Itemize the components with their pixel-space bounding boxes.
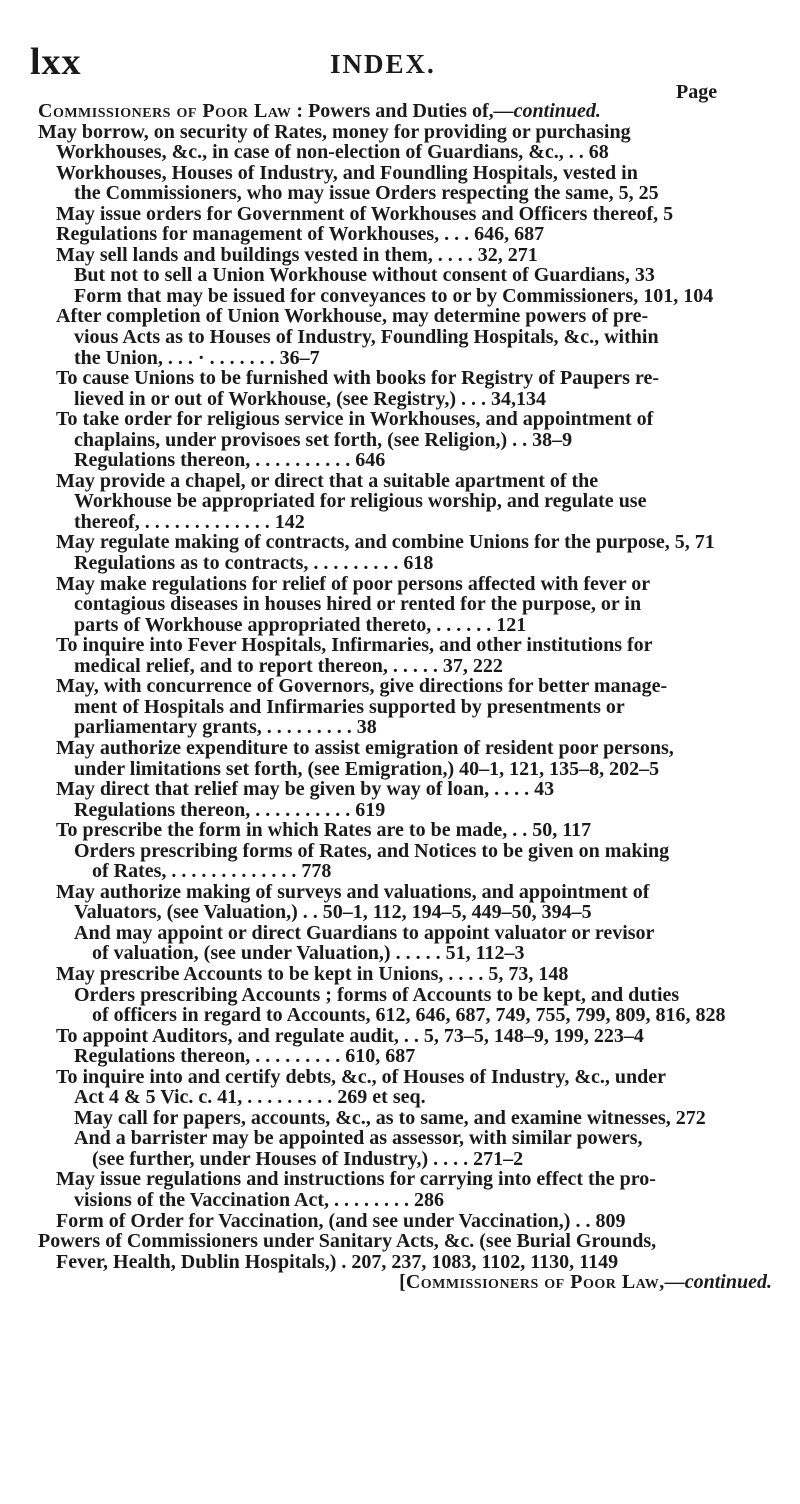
index-entry-line: medical relief, and to report thereon, . . . . . 37, 222 xyxy=(74,654,503,677)
index-entry-line: Regulations as to contracts, . . . . . . . . . 618 xyxy=(74,552,434,575)
index-entry-line: May, with concurrence of Governors, give directions for better manage- xyxy=(56,675,668,698)
entry-list xyxy=(38,122,772,1273)
index-entry xyxy=(38,676,772,738)
index-entry xyxy=(38,224,772,245)
index-entry-line: the Commissioners, who may issue Orders respecting the same, 5, 25 xyxy=(74,182,659,205)
index-entry-line: Valuators, (see Valuation,) . . 50–1, 112, 194–5, 449–50, 394–5 xyxy=(74,901,592,924)
index-entry xyxy=(38,964,772,985)
index-entry-line: To inquire into and certify debts, &c., of Houses of Industry, &c., under xyxy=(56,1065,667,1088)
page-number: lxx xyxy=(30,41,82,83)
index-entry xyxy=(38,738,772,779)
footer-label: Commissioners of Poor Law, xyxy=(405,1271,665,1294)
index-entry-line: May issue regulations and instructions for carrying into effect the pro- xyxy=(56,1168,656,1191)
index-entry xyxy=(38,1067,772,1108)
index-entry-line: To appoint Auditors, and regulate audit, . . 5, 73–5, 148–9, 199, 223–4 xyxy=(56,1024,644,1047)
index-entry xyxy=(38,1231,772,1272)
index-entry xyxy=(38,1128,772,1169)
index-entry-line: Regulations thereon, . . . . . . . . . . 646 xyxy=(74,449,386,472)
index-entry-line: May call for papers, accounts, &c., as to same, and examine witnesses, 272 xyxy=(74,1106,706,1129)
index-entry xyxy=(38,1046,772,1067)
index-entry-line: And a barrister may be appointed as assessor, with similar powers, xyxy=(74,1127,643,1150)
index-entry-line: Workhouses, &c., in case of non-election of Guardians, &c., . . 68 xyxy=(56,141,609,164)
index-entry-line: May direct that relief may be given by way of loan, . . . . 43 xyxy=(56,778,555,801)
index-heading xyxy=(38,101,772,122)
index-entry xyxy=(38,471,772,533)
index-entry xyxy=(38,409,772,450)
index-entry-line: Regulations thereon, . . . . . . . . . . 619 xyxy=(74,798,386,821)
index-entry-line: thereof, . . . . . . . . . . . . . 142 xyxy=(74,510,305,533)
index-entry-line: May make regulations for relief of poor persons affected with fever or xyxy=(56,572,651,595)
index-entry-line: contagious diseases in houses hired or rented for the purpose, or in xyxy=(74,593,642,616)
index-entry xyxy=(38,265,772,286)
index-entry-line: visions of the Vaccination Act, . . . . . . . . 286 xyxy=(74,1188,445,1211)
index-entry xyxy=(38,368,772,409)
index-entry xyxy=(38,635,772,676)
index-entry-line: parliamentary grants, . . . . . . . . . 38 xyxy=(74,716,377,739)
index-entry-line: Form of Order for Vaccination, (and see under Vaccination,) . . 809 xyxy=(56,1209,626,1232)
index-entry-line: Form that may be issued for conveyances to or by Commissioners, 101, 104 xyxy=(74,284,714,307)
index-entry-line: To prescribe the form in which Rates are to be made, . . 50, 117 xyxy=(56,819,592,842)
index-entry xyxy=(38,553,772,574)
index-entry-line: Orders prescribing Accounts ; forms of Accounts to be kept, and duties xyxy=(74,983,680,1006)
index-entry-line: Powers of Commissioners under Sanitary Acts, &c. (see Burial Grounds, xyxy=(38,1230,657,1253)
index-entry xyxy=(38,306,772,368)
heading-label: Commissioners of Poor Law xyxy=(38,100,292,122)
index-entry xyxy=(38,1169,772,1210)
index-entry-line: the Union, . . . · . . . . . . . 36–7 xyxy=(74,346,320,369)
index-entry-line: lieved in or out of Workhouse, (see Registry,) . . . 34,134 xyxy=(74,387,547,410)
index-entry-line: To take order for religious service in Workhouses, and appointment of xyxy=(56,408,654,431)
index-entry-line: vious Acts as to Houses of Industry, Foundling Hospitals, &c., within xyxy=(74,326,659,349)
index-entry xyxy=(38,779,772,800)
index-entry xyxy=(38,1108,772,1129)
index-entry xyxy=(38,882,772,923)
index-entry-line: Workhouses, Houses of Industry, and Foundling Hospitals, vested in xyxy=(56,161,638,184)
index-entry-line: (see further, under Houses of Industry,) . . . . 271–2 xyxy=(92,1147,524,1170)
index-entry-line: Regulations for management of Workhouses, . . . 646, 687 xyxy=(56,223,545,246)
index-entry xyxy=(38,841,772,882)
index-entry xyxy=(38,820,772,841)
index-entry-line: May prescribe Accounts to be kept in Unions, . . . . 5, 73, 148 xyxy=(56,962,569,985)
page-title: INDEX. xyxy=(330,49,436,79)
footer-continued: —continued. xyxy=(664,1271,772,1294)
index-entry-line: May issue orders for Government of Workhouses and Officers thereof, 5 xyxy=(56,202,674,225)
index-entry-line: Act 4 & 5 Vic. c. 41, . . . . . . . . . 269 et seq. xyxy=(74,1086,426,1109)
index-entry xyxy=(38,286,772,307)
page-column-label: Page xyxy=(676,81,718,103)
index-entry-line: of valuation, (see under Valuation,) . . . . . 51, 112–3 xyxy=(92,942,525,965)
index-entry-line: May borrow, on security of Rates, money for providing or purchasing xyxy=(38,120,631,143)
index-entry-line: Fever, Health, Dublin Hospitals,) . 207, 237, 1083, 1102, 1130, 1149 xyxy=(56,1250,619,1273)
index-entry-line: ment of Hospitals and Infirmaries supported by presentments or xyxy=(74,695,625,718)
index-entry-line: Workhouse be appropriated for religious worship, and regulate use xyxy=(74,490,647,513)
index-entry xyxy=(38,1026,772,1047)
index-entry-line: of officers in regard to Accounts, 612, 646, 687, 749, 755, 799, 809, 816, 828 xyxy=(92,1004,726,1027)
index-entry xyxy=(38,923,772,964)
index-entry-line: May regulate making of contracts, and combine Unions for the purpose, 5, 71 xyxy=(56,531,715,554)
index-entry xyxy=(38,800,772,821)
index-entry xyxy=(38,245,772,266)
index-entry-line: of Rates, . . . . . . . . . . . . . 778 xyxy=(92,860,332,883)
index-entry xyxy=(38,1211,772,1232)
running-head xyxy=(30,42,790,82)
index-body xyxy=(38,101,772,1293)
index-entry-line: Orders prescribing forms of Rates, and Notices to be given on making xyxy=(74,839,670,862)
index-entry-line: May provide a chapel, or direct that a suitable apartment of the xyxy=(56,469,599,492)
index-entry-line: May authorize expenditure to assist emigration of resident poor persons, xyxy=(56,736,674,759)
heading-continued: —continued. xyxy=(493,100,601,122)
index-entry-line: But not to sell a Union Workhouse without consent of Guardians, 33 xyxy=(74,264,655,287)
index-entry xyxy=(38,574,772,636)
index-entry-line: May sell lands and buildings vested in them, . . . . 32, 271 xyxy=(56,243,538,266)
index-entry xyxy=(38,163,772,204)
index-entry xyxy=(38,532,772,553)
index-entry xyxy=(38,204,772,225)
index-entry-line: To inquire into Fever Hospitals, Infirmaries, and other institutions for xyxy=(56,634,653,657)
footer-bracket: [ xyxy=(399,1271,406,1294)
index-entry xyxy=(38,122,772,163)
index-entry-line: chaplains, under provisoes set forth, (see Religion,) . . 38–9 xyxy=(74,428,573,451)
index-entry-line: To cause Unions to be furnished with books for Registry of Paupers re- xyxy=(56,367,659,390)
index-entry xyxy=(38,450,772,471)
index-entry-line: Regulations thereon, . . . . . . . . . 610, 687 xyxy=(74,1045,416,1068)
heading-text: : Powers and Duties of, xyxy=(296,100,494,122)
index-entry-line: After completion of Union Workhouse, may determine powers of pre- xyxy=(56,305,649,328)
index-entry-line: under limitations set forth, (see Emigration,) 40–1, 121, 135–8, 202–5 xyxy=(74,757,660,780)
continued-footer xyxy=(38,1272,772,1293)
index-entry-line: May authorize making of surveys and valuations, and appointment of xyxy=(56,880,650,903)
index-entry-line: And may appoint or direct Guardians to appoint valuator or revisor xyxy=(74,921,655,944)
index-entry-line: parts of Workhouse appropriated thereto, . . . . . . 121 xyxy=(74,613,527,636)
index-entry xyxy=(38,985,772,1026)
